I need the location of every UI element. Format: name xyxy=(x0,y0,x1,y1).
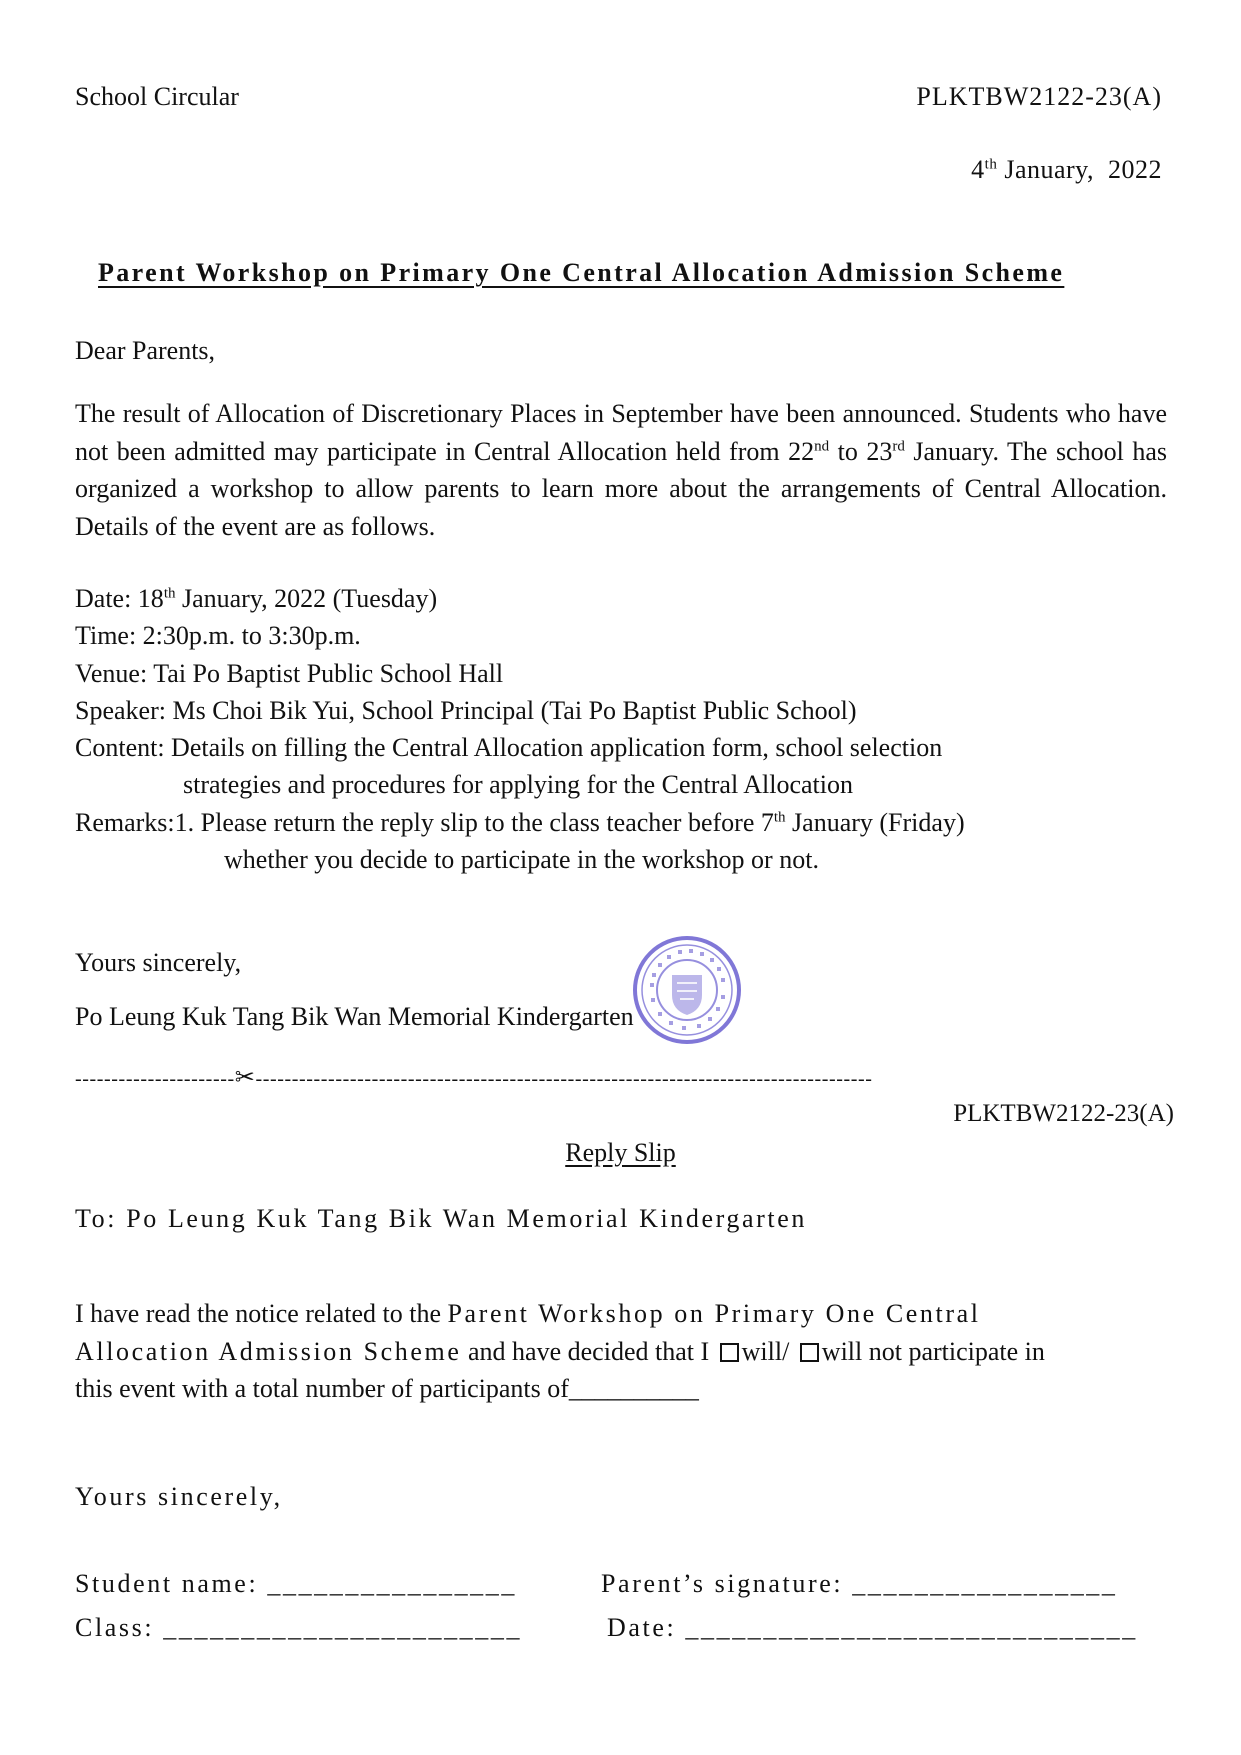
class-field[interactable]: Class: _______________________ xyxy=(75,1613,523,1642)
reply-reference-number: PLKTBW2122-23(A) xyxy=(953,1100,1174,1127)
parent-signature-field[interactable]: Parent’s signature: _________________ xyxy=(601,1569,1118,1598)
student-name-field[interactable]: Student name: ________________ xyxy=(75,1569,517,1598)
event-remarks-line-2: whether you decide to participate in the workshop or not. xyxy=(224,845,819,874)
event-time: Time: 2:30p.m. to 3:30p.m. xyxy=(75,621,361,650)
intro-text-3: January. The school has organized a workshop to allow parents to learn more about the arrangements of Central Allocation. Details of the event are as follows. xyxy=(75,436,1167,541)
intro-sup-2: rd xyxy=(892,437,905,454)
will-not-label: will not participate in xyxy=(821,1337,1045,1366)
event-date xyxy=(75,580,437,617)
date-field[interactable]: Date: _____________________________ xyxy=(607,1613,1138,1642)
salutation: Dear Parents, xyxy=(75,336,216,365)
intro-text-2: to 23 xyxy=(829,436,893,466)
remarks-sup: th xyxy=(773,809,786,826)
reply-text-1a: I have read the notice related to the xyxy=(75,1299,448,1328)
reply-workshop-name-1: Parent Workshop on Primary One Central xyxy=(447,1299,981,1328)
event-date-rest: January, 2022 (Tuesday) xyxy=(175,584,438,613)
date-day: 4 xyxy=(971,155,985,184)
intro-text-1: The result of Allocation of Discretionary Places in September have been announced. Students who have not been admitted may participate in Central Allocation held from 22 xyxy=(75,399,1167,466)
date-suffix: th xyxy=(984,156,998,173)
event-venue: Venue: Tai Po Baptist Public School Hall xyxy=(75,659,504,688)
school-seal-stamp xyxy=(632,935,742,1045)
reply-slip-heading: Reply Slip xyxy=(565,1138,676,1167)
reply-text-2b: and have decided that I xyxy=(461,1337,716,1366)
reply-recipient: To: Po Leung Kuk Tang Bik Wan Memorial Kindergarten xyxy=(75,1204,807,1233)
page-title: Parent Workshop on Primary One Central Allocation Admission Scheme xyxy=(98,258,1065,287)
cut-line-right: ------------------------------------------------------------------------------------- xyxy=(255,1068,873,1090)
scissors-icon: ✂ xyxy=(234,1064,256,1090)
reply-text-line-2 xyxy=(75,1333,1045,1370)
reply-text-line-1 xyxy=(75,1295,981,1332)
date-month-year: January, 2022 xyxy=(997,155,1162,184)
event-content-line-2: strategies and procedures for applying for the Central Allocation xyxy=(183,770,854,799)
remarks-text-1: Remarks:1. Please return the reply slip to the class teacher before 7 xyxy=(75,808,774,837)
remarks-text-2: January (Friday) xyxy=(785,808,965,837)
reply-participants-line: this event with a total number of participants of__________ xyxy=(75,1374,699,1403)
reply-sincerely: Yours sincerely, xyxy=(75,1482,283,1511)
intro-paragraph xyxy=(75,395,1167,545)
event-remarks xyxy=(75,804,965,841)
cut-line xyxy=(75,1064,1155,1090)
intro-sup-1: nd xyxy=(814,437,830,454)
closing-sincerely: Yours sincerely, xyxy=(75,948,242,977)
will-checkbox[interactable] xyxy=(720,1343,739,1362)
event-content-line-1: Content: Details on filling the Central Allocation application form, school selection xyxy=(75,733,943,762)
event-speaker: Speaker: Ms Choi Bik Yui, School Principal (Tai Po Baptist Public School) xyxy=(75,696,857,725)
will-not-checkbox[interactable] xyxy=(800,1343,819,1362)
circular-label: School Circular xyxy=(75,82,239,111)
closing-school-name: Po Leung Kuk Tang Bik Wan Memorial Kindergarten xyxy=(75,1002,634,1031)
event-date-label: Date: 18 xyxy=(75,584,164,613)
reply-workshop-name-2: Allocation Admission Scheme xyxy=(75,1337,462,1366)
event-date-sup: th xyxy=(163,585,176,602)
will-label: will/ xyxy=(741,1337,796,1366)
reference-number: PLKTBW2122-23(A) xyxy=(916,82,1162,111)
cut-line-left: ---------------------- xyxy=(75,1068,235,1090)
circular-date xyxy=(971,151,1162,188)
